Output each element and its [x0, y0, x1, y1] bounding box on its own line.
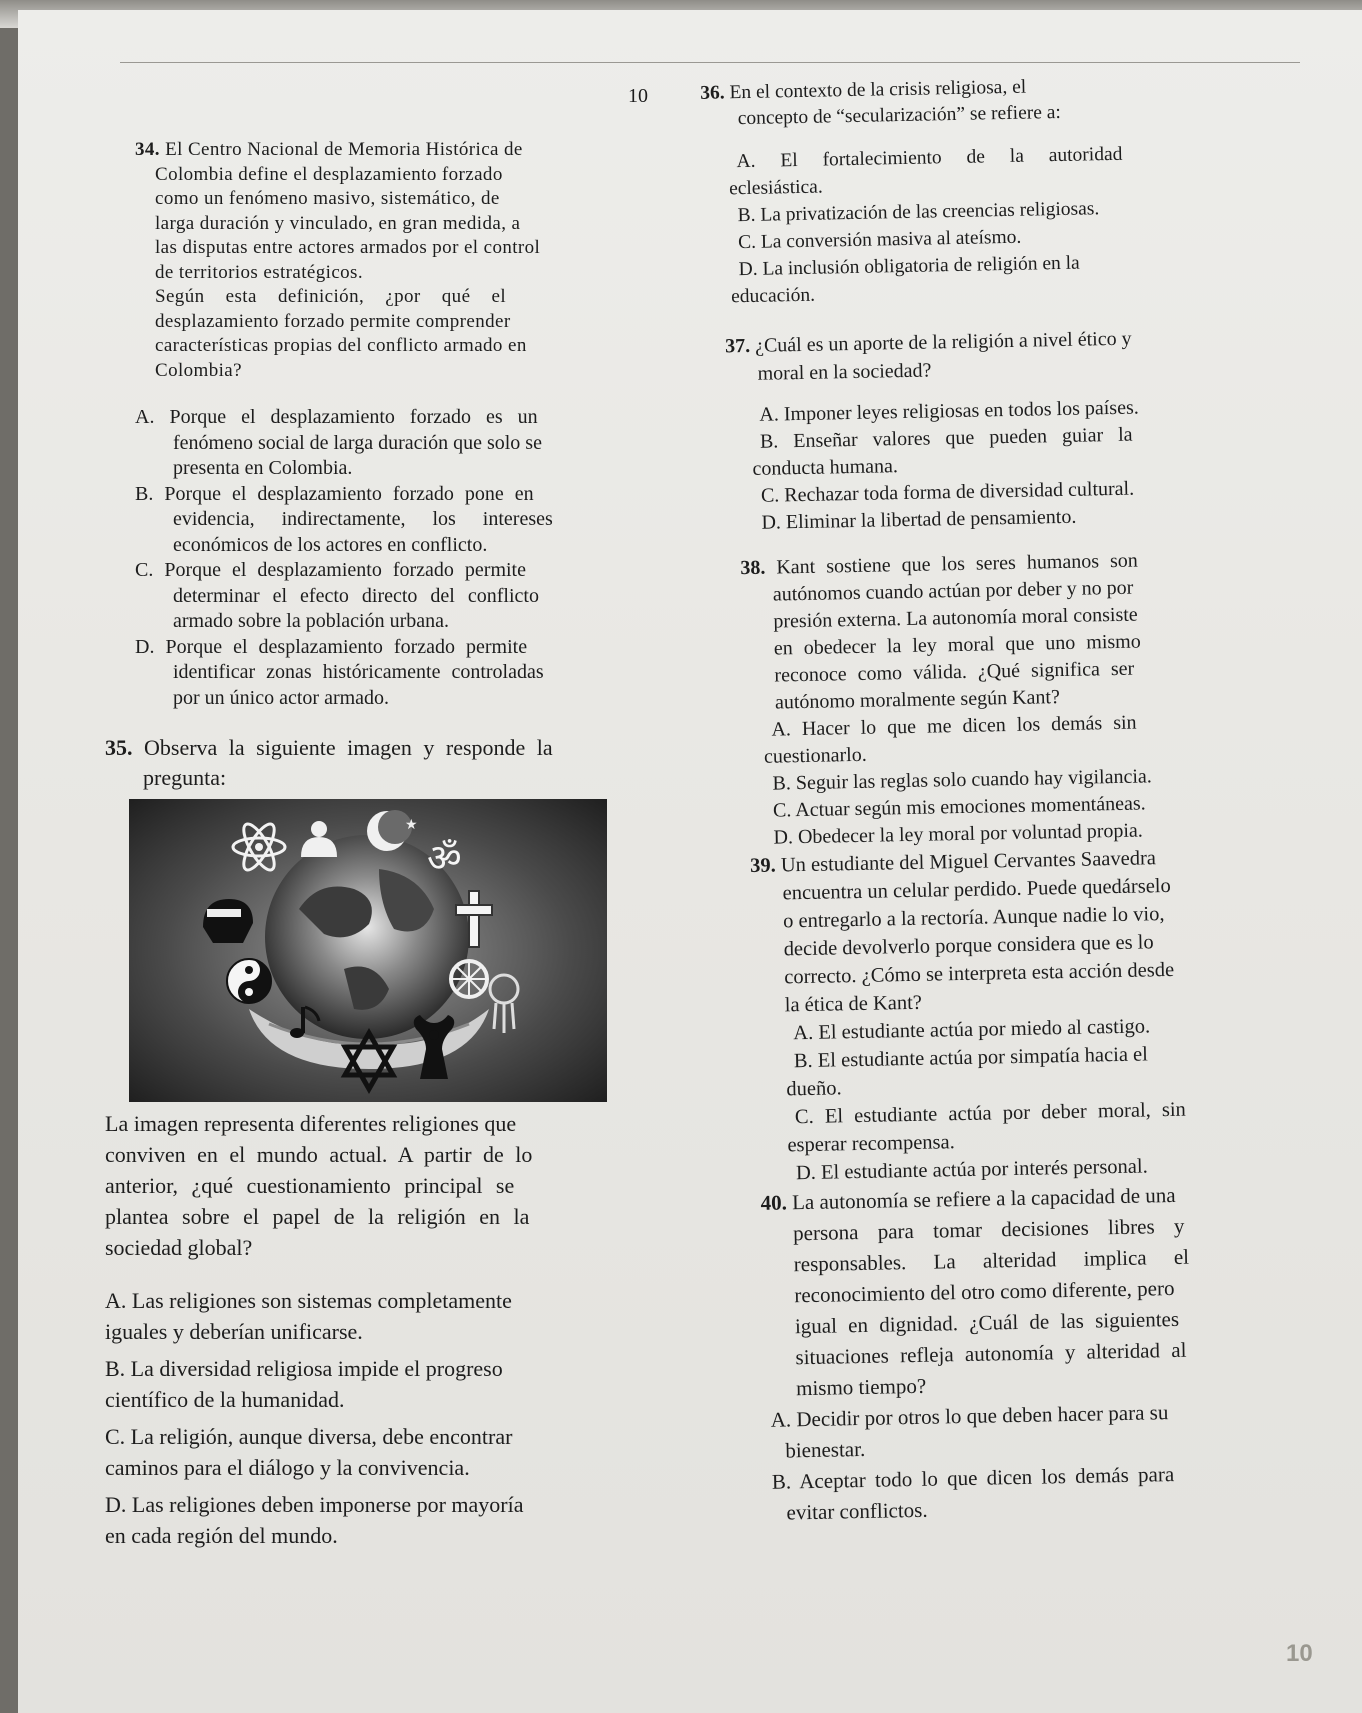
option-34-c[interactable]: C. Porque el desplazamiento forzado permite determinar el efecto directo del conflicto armado sobre la población urbana.	[135, 559, 539, 632]
question-35-number: 35.	[105, 735, 133, 760]
right-column	[700, 69, 1333, 1528]
question-34-line: como un fenómeno masivo, sistemático, de	[155, 188, 500, 209]
question-34-line: Colombia?	[155, 359, 242, 381]
question-37: 37. ¿Cuál es un aporte de la religión a nivel ético y moral en la sociedad?	[724, 327, 1132, 385]
question-34-line: Colombia define el desplazamiento forzado	[155, 163, 503, 185]
option-37-b[interactable]: B. Enseñar valores que pueden guiar la conducta humana.	[752, 423, 1133, 480]
question-38-options	[763, 706, 1319, 851]
option-39-d[interactable]: D. El estudiante actúa por interés personal.	[795, 1155, 1148, 1185]
question-35: 35. Observa la siguiente imagen y responde la pregunta:	[105, 735, 553, 790]
option-40-a[interactable]: A. Decidir por otros lo que deben hacer para su bienestar.	[770, 1400, 1169, 1463]
shinto-head-icon	[203, 899, 253, 943]
page-edge-line	[120, 62, 1300, 63]
question-39-options	[786, 1009, 1326, 1187]
option-40-b[interactable]: B. Aceptar todo lo que dicen los demás para evitar conflictos.	[771, 1462, 1175, 1525]
question-34-line: las disputas entre actores armados por el control	[155, 237, 541, 258]
religions-image	[129, 799, 607, 1102]
question-34-options	[105, 405, 625, 711]
option-38-a[interactable]: A. Hacer lo que me dicen los demás sin cuestionarlo.	[763, 711, 1137, 768]
question-37-options	[752, 391, 1313, 537]
option-35-b[interactable]: B. La diversidad religiosa impide el progreso científico de la humanidad.	[105, 1356, 503, 1412]
question-34	[105, 138, 625, 383]
option-35-d[interactable]: D. Las religiones deben imponerse por mayoría en cada región del mundo.	[105, 1492, 524, 1548]
option-36-d[interactable]: D. La inclusión obligatoria de religión en la educación.	[730, 252, 1080, 308]
question-36: 36. En el contexto de la crisis religiosa, el concepto de “secularización” se refiere a:	[700, 76, 1062, 130]
option-34-b[interactable]: B. Porque el desplazamiento forzado pone en evidencia, indirectamente, los intereses económicos de los actores en conflicto.	[135, 482, 553, 556]
question-38-number: 38.	[740, 556, 766, 580]
religions-collage	[129, 799, 607, 1102]
question-39: 39. Un estudiante del Miguel Cervantes Saavedra encuentra un celular perdido. Puede quedárselo o entregarlo a la rectoría. Aunque nadie lo vio, decide devolverlo porque considera que es lo correcto. ¿Cómo se interpreta esta acción desde la ética de Kant?	[749, 847, 1175, 1017]
question-34-line: de territorios estratégicos.	[155, 261, 363, 283]
question-40-number: 40.	[760, 1190, 788, 1215]
yin-yang-icon	[227, 959, 271, 1003]
option-39-a[interactable]: A. El estudiante actúa por miedo al castigo.	[793, 1015, 1151, 1045]
option-36-c[interactable]: C. La conversión masiva al ateísmo.	[737, 226, 1022, 254]
option-38-b[interactable]: B. Seguir las reglas solo cuando hay vigilancia.	[772, 765, 1153, 795]
option-35-a[interactable]: A. Las religiones son sistemas completamente iguales y deberían unificarse.	[105, 1288, 512, 1344]
option-37-d[interactable]: D. Eliminar la libertad de pensamiento.	[761, 505, 1077, 534]
option-37-a[interactable]: A. Imponer leyes religiosas en todos los países.	[759, 396, 1139, 426]
question-35-options	[105, 1285, 625, 1551]
option-39-b[interactable]: B. El estudiante actúa por simpatía hacia el dueño.	[786, 1043, 1149, 1101]
question-34-number: 34.	[135, 139, 160, 160]
question-38: 38. Kant sostiene que los seres humanos son autónomos cuando actúan por deber y no por presión externa. La autonomía moral consiste en obedecer la ley moral que uno mismo reconoce como válida. ¿Qué significa ser autónomo moralmente según Kant?	[740, 549, 1141, 714]
option-35-c[interactable]: C. La religión, aunque diversa, debe encontrar caminos para el diálogo y la convivencia.	[105, 1424, 513, 1480]
page-number-bottom: 10	[1286, 1640, 1313, 1667]
buddha-icon	[301, 821, 337, 857]
question-40: 40. La autonomía se refiere a la capacidad de una persona para tomar decisiones libres y responsables. La alteridad implica el reconocimiento del otro como diferente, pero igual en dignidad. ¿Cuál de las siguientes situaciones refleja autonomía y alteridad al mismo tiempo?	[760, 1182, 1190, 1401]
question-34-line: Según esta definición, ¿por qué el	[155, 286, 507, 307]
dharma-wheel-icon	[451, 961, 487, 997]
option-36-a[interactable]: A. El fortalecimiento de la autoridad eclesiástica.	[728, 143, 1123, 200]
question-34-line: características propias del conflicto armado en	[155, 335, 527, 356]
question-35-caption: La imagen representa diferentes religiones que conviven en el mundo actual. A partir de lo anterior, ¿qué cuestionamiento principal se plantea sobre el papel de la religión en la sociedad global?	[105, 1111, 533, 1260]
dreamcatcher-icon	[490, 975, 518, 1033]
option-39-c[interactable]: C. El estudiante actúa por deber moral, sin esperar recompensa.	[787, 1098, 1187, 1157]
svg-text:★: ★	[405, 817, 418, 833]
question-34-line: larga duración y vinculado, en gran medida, a	[155, 212, 521, 234]
option-36-b[interactable]: B. La privatización de las creencias religiosas.	[737, 198, 1100, 227]
question-39-number: 39.	[749, 854, 776, 878]
question-34-line: desplazamiento forzado permite comprender	[155, 310, 511, 332]
page-number-top: 10	[628, 85, 648, 107]
option-38-d[interactable]: D. Obedecer la ley moral por voluntad propia.	[773, 819, 1144, 849]
om-icon	[427, 836, 462, 880]
option-34-a[interactable]: A. Porque el desplazamiento forzado es un fenómeno social de larga duración que solo se presenta en Colombia.	[135, 406, 542, 479]
question-37-number: 37.	[724, 334, 751, 358]
option-38-c[interactable]: C. Actuar según mis emociones momentáneas.	[772, 792, 1146, 822]
question-36-options	[728, 137, 1309, 310]
atom-icon	[233, 820, 285, 874]
question-40-options	[770, 1394, 1332, 1529]
svg-text:ॐ: ॐ	[427, 836, 462, 880]
option-34-d[interactable]: D. Porque el desplazamiento forzado permite identificar zonas históricamente controladas por un único actor armado.	[135, 635, 544, 709]
question-34-line: 34. El Centro Nacional de Memoria Histórica de	[135, 139, 523, 160]
left-column	[105, 138, 625, 1551]
option-37-c[interactable]: C. Rechazar toda forma de diversidad cultural.	[760, 477, 1135, 507]
question-36-number: 36.	[700, 82, 725, 104]
